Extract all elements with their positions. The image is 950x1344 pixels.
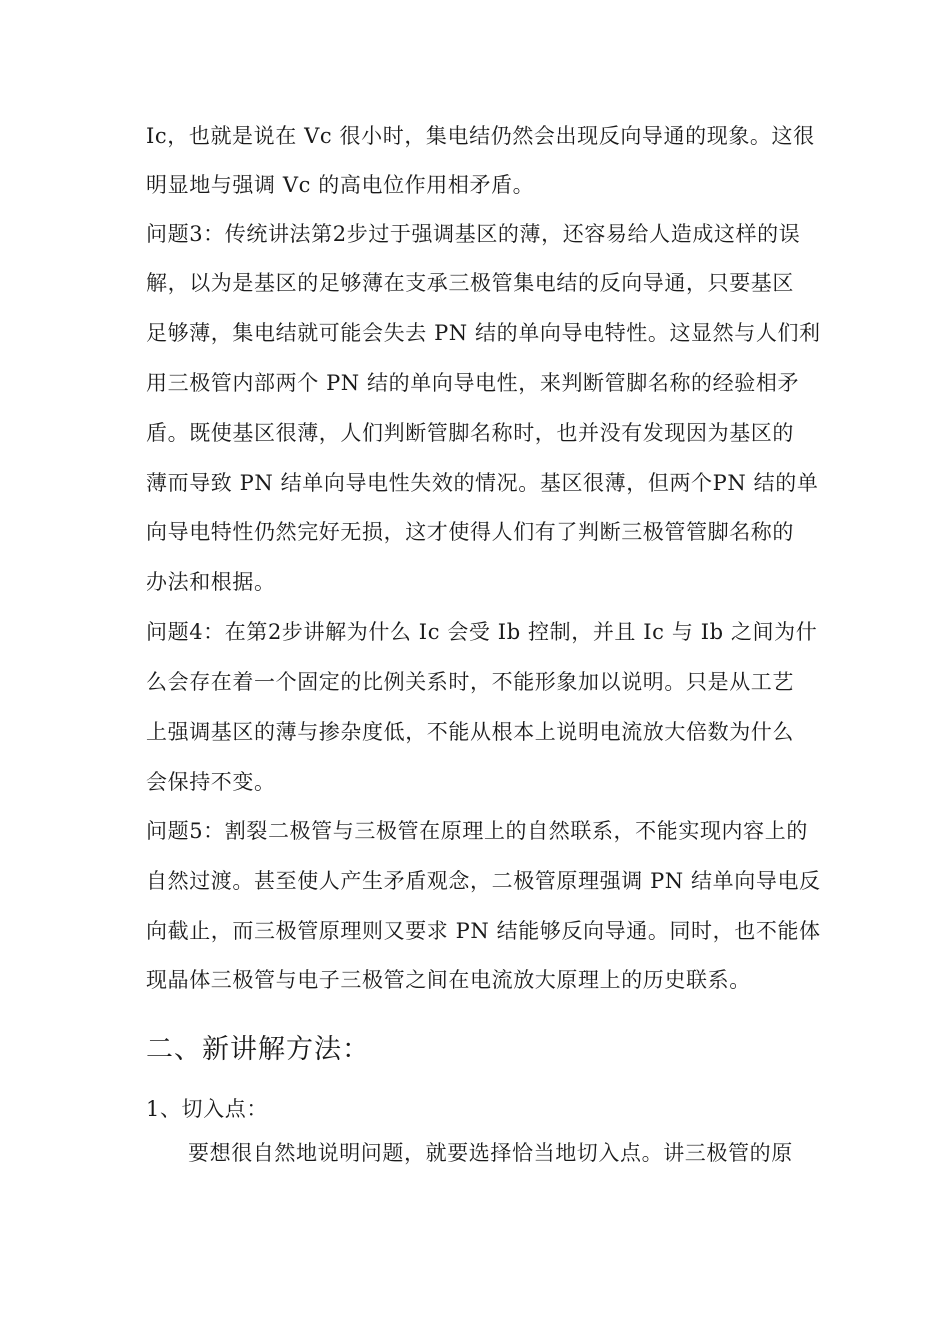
text-line-12: 么会存在着一个固定的比例关系时，不能形象加以说明。只是从工艺 [146, 670, 794, 694]
subsection-heading: 1、切入点： [146, 1097, 268, 1121]
paragraph-first-line: 要想很自然地说明问题，就要选择恰当地切入点。讲三极管的原 [188, 1141, 793, 1165]
text-line-9: 向导电特性仍然完好无损，这才使得人们有了判断三极管管脚名称的 [146, 520, 794, 544]
text-line-10: 办法和根据。 [146, 570, 276, 594]
section-heading: 二、新讲解方法： [146, 1034, 370, 1065]
text-line-11: 问题4：在第2步讲解为什么 Ic 会受 Ib 控制，并且 Ic 与 Ib 之间为什 [146, 620, 818, 644]
text-line-5: 足够薄，集电结就可能会失去 PN 结的单向导电特性。这显然与人们利 [146, 321, 821, 345]
text-line-7: 盾。既使基区很薄，人们判断管脚名称时，也并没有发现因为基区的 [146, 421, 794, 445]
text-line-6: 用三极管内部两个 PN 结的单向导电性，来判断管脚名称的经验相矛 [146, 371, 800, 395]
text-line-17: 向截止，而三极管原理则又要求 PN 结能够反向导通。同时，也不能体 [146, 919, 821, 943]
text-line-2: 明显地与强调 Vc 的高电位作用相矛盾。 [146, 173, 535, 197]
text-line-15: 问题5：割裂二极管与三极管在原理上的自然联系，不能实现内容上的 [146, 819, 808, 843]
text-line-8: 薄而导致 PN 结单向导电性失效的情况。基区很薄，但两个PN 结的单 [146, 471, 819, 495]
text-line-4: 解，以为是基区的足够薄在支承三极管集电结的反向导通，只要基区 [146, 271, 794, 295]
text-line-18: 现晶体三极管与电子三极管之间在电流放大原理上的历史联系。 [146, 968, 751, 992]
text-line-16: 自然过渡。甚至使人产生矛盾观念，二极管原理强调 PN 结单向导电反 [146, 869, 821, 893]
text-line-3: 问题3：传统讲法第2步过于强调基区的薄，还容易给人造成这样的误 [146, 222, 801, 246]
text-line-13: 上强调基区的薄与掺杂度低，不能从根本上说明电流放大倍数为什么 [146, 720, 794, 744]
text-line-1: Ic，也就是说在 Vc 很小时，集电结仍然会出现反向导通的现象。这很 [146, 124, 815, 148]
text-line-14: 会保持不变。 [146, 770, 276, 794]
